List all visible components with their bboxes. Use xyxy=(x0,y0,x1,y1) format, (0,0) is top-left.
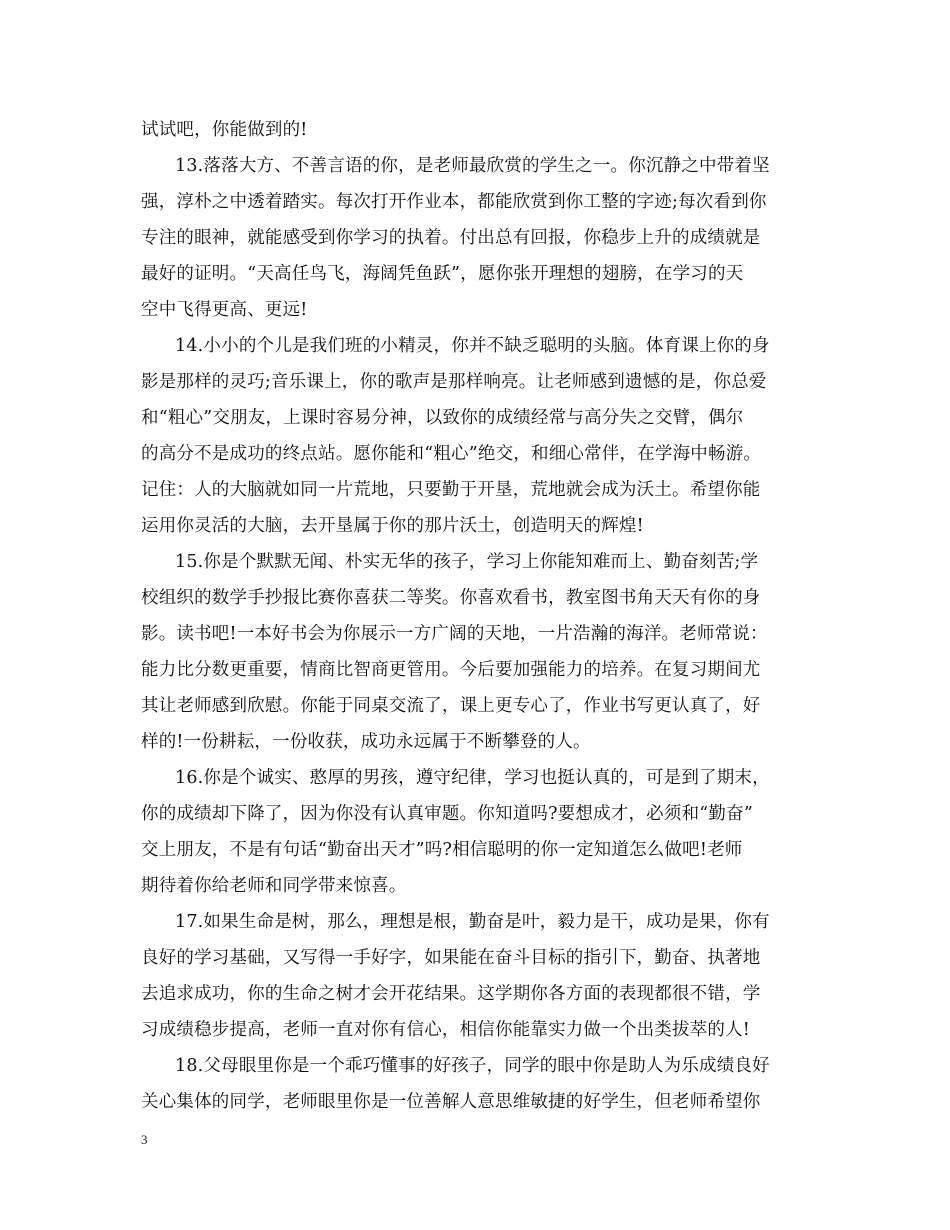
text-line: 影。读书吧!一本好书会为你展示一方广阔的天地，一片浩瀚的海洋。老师常说： xyxy=(141,624,768,644)
page-number: 3 xyxy=(141,1132,148,1147)
text-line: 能力比分数更重要，情商比智商更管用。今后要加强能力的培养。在复习期间尤 xyxy=(141,660,761,680)
text-line: 运用你灵活的大脑，去开垦属于你的那片沃土，创造明天的辉煌! xyxy=(141,516,644,536)
text-line: 样的!一份耕耘，一份收获，成功永远属于不断攀登的人。 xyxy=(141,732,591,752)
text-line: 校组织的数学手抄报比赛你喜获二等奖。你喜欢看书，教室图书角天天有你的身 xyxy=(141,588,761,608)
text-line: 和“粗心”交朋友，上课时容易分神，以致你的成绩经常与高分失之交臂，偶尔 xyxy=(141,408,744,428)
paragraph-13-start: 13.落落大方、不善言语的你，是老师最欣赏的学生之一。你沉静之中带着坚 xyxy=(175,156,770,176)
paragraph-16-start: 16.你是个诚实、憨厚的男孩，遵守纪律，学习也挺认真的，可是到了期末， xyxy=(175,768,770,788)
text-line: 关心集体的同学，老师眼里你是一位善解人意思维敏捷的好学生，但老师希望你 xyxy=(141,1092,761,1112)
text-line: 其让老师感到欣慰。你能于同桌交流了，课上更专心了，作业书写更认真了，好 xyxy=(141,696,761,716)
text-line: 去追求成功，你的生命之树才会开花结果。这学期你各方面的表现都很不错，学 xyxy=(141,984,761,1004)
text-line: 期待着你给老师和同学带来惊喜。 xyxy=(141,876,407,896)
document-body xyxy=(141,112,821,1120)
paragraph-17-start: 17.如果生命是树，那么，理想是根，勤奋是叶，毅力是干，成功是果，你有 xyxy=(175,912,770,932)
paragraph-18-start: 18.父母眼里你是一个乖巧懂事的好孩子，同学的眼中你是助人为乐成绩良好 xyxy=(175,1056,770,1076)
text-line: 强，淳朴之中透着踏实。每次打开作业本，都能欣赏到你工整的字迹;每次看到你 xyxy=(141,192,767,212)
paragraph-14-start: 14.小小的个儿是我们班的小精灵，你并不缺乏聪明的头脑。体育课上你的身 xyxy=(175,336,770,356)
text-line: 的高分不是成功的终点站。愿你能和“粗心”绝交，和细心常伴，在学海中畅游。 xyxy=(141,444,762,464)
text-line: 最好的证明。“天高任鸟飞，海阔凭鱼跃”，愿你张开理想的翅膀，在学习的天 xyxy=(141,264,744,284)
text-line: 影是那样的灵巧;音乐课上，你的歌声是那样响亮。让老师感到遗憾的是，你总爱 xyxy=(141,372,767,392)
text-line: 你的成绩却下降了，因为你没有认真审题。你知道吗?要想成才，必须和“勤奋” xyxy=(141,804,753,824)
text-line: 专注的眼神，就能感受到你学习的执着。付出总有回报，你稳步上升的成绩就是 xyxy=(141,228,761,248)
text-line: 交上朋友，不是有句话“勤奋出天才”吗?相信聪明的你一定知道怎么做吧!老师 xyxy=(141,840,743,860)
paragraph-15-start: 15.你是个默默无闻、朴实无华的孩子，学习上你能知难而上、勤奋刻苦;学 xyxy=(175,552,759,572)
text-line: 空中飞得更高、更远! xyxy=(141,300,308,320)
text-line: 良好的学习基础，又写得一手好字，如果能在奋斗目标的指引下，勤奋、执著地 xyxy=(141,948,761,968)
text-line: 记住：人的大脑就如同一片荒地，只要勤于开垦，荒地就会成为沃土。希望你能 xyxy=(141,480,761,500)
text-line: 习成绩稳步提高，老师一直对你有信心，相信你能靠实力做一个出类拔萃的人! xyxy=(141,1020,751,1040)
text-line: 试试吧，你能做到的! xyxy=(141,120,308,140)
